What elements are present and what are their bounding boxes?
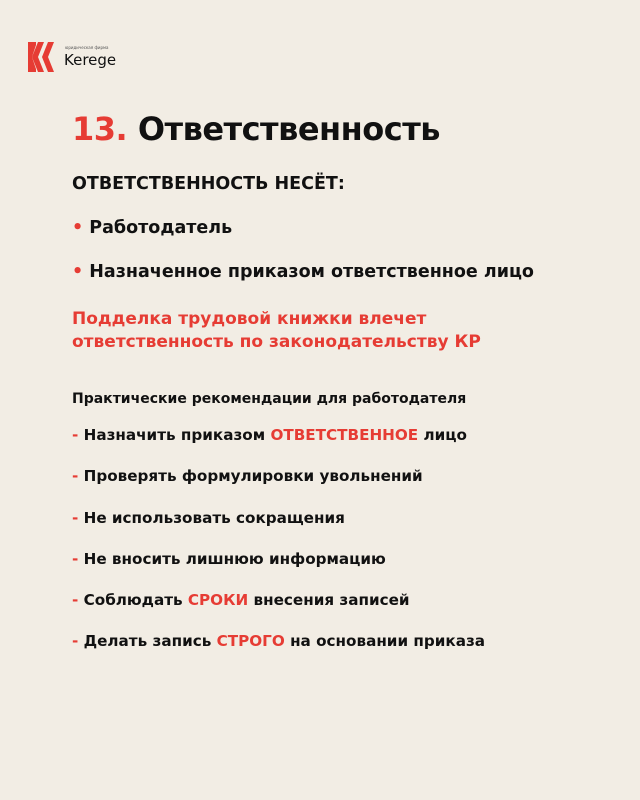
rec-text: Назначить приказом [83,426,266,444]
rec-text: Не вносить лишнюю информацию [83,550,386,568]
recommendation-item [72,426,467,444]
dash-marker: - [72,467,79,485]
rec-text: внесения записей [253,591,410,609]
responsible-heading: ОТВЕТСТВЕННОСТЬ НЕСЁТ: [72,174,345,194]
bullet-marker: • [72,262,84,282]
brand-tagline: юридическая фирма [65,45,109,50]
dash-marker: - [72,426,79,444]
rec-highlight: СТРОГО [216,632,285,650]
dash-marker: - [72,632,79,650]
double-chevron-left-icon [28,42,58,72]
warning-text [72,308,481,354]
recommendation-item [72,467,423,485]
list-item [72,218,232,238]
rec-text: лицо [423,426,467,444]
rec-highlight: СРОКИ [187,591,249,609]
title-text: Ответственность [137,110,440,148]
warning-line: ответственность по законодательству КР [72,332,481,352]
brand-logo [28,42,228,74]
rec-text: Проверять формулировки увольнений [83,467,423,485]
rec-text: Соблюдать [83,591,183,609]
recommendation-item [72,509,345,527]
dash-marker: - [72,591,79,609]
list-item [72,262,534,282]
brand-name: Kerege [64,51,117,69]
rec-text: Не использовать сокращения [83,509,345,527]
bullet-marker: • [72,218,84,238]
rec-text: на основании приказа [290,632,486,650]
recommendation-item [72,591,410,609]
rec-highlight: ОТВЕТСТВЕННОЕ [270,426,419,444]
list-item-text: Работодатель [89,218,233,238]
dash-marker: - [72,550,79,568]
title-number: 13. [72,110,128,148]
list-item-text: Назначенное приказом ответственное лицо [89,262,534,282]
warning-line: Подделка трудовой книжки влечет [72,309,427,329]
recommendations-heading: Практические рекомендации для работодателя [72,391,467,407]
recommendation-item [72,550,386,568]
recommendation-item [72,632,485,650]
page-title [72,110,440,148]
dash-marker: - [72,509,79,527]
rec-text: Делать запись [83,632,212,650]
